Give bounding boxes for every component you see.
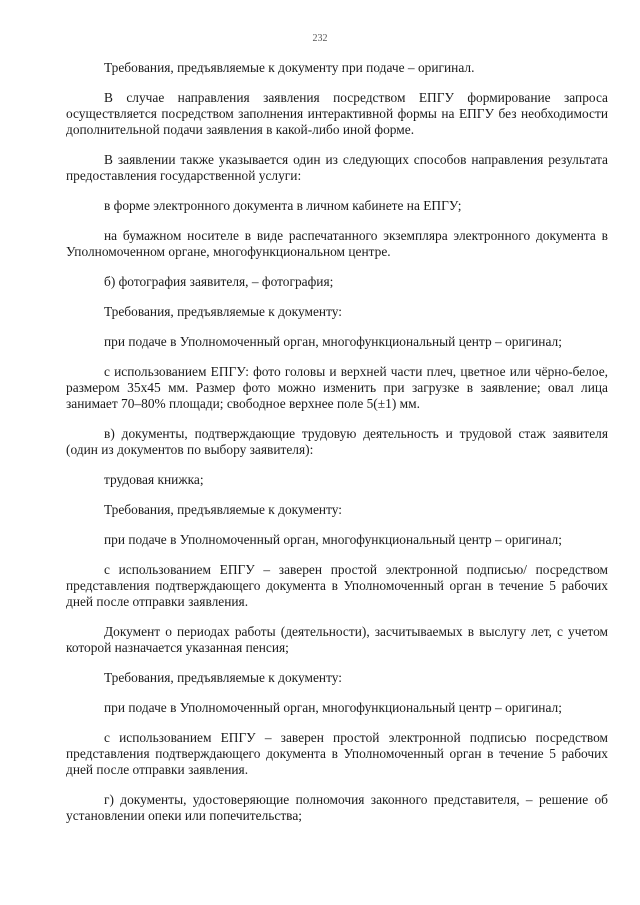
paragraph: В заявлении также указывается один из следующих способов направления результата предоставления государственной услуги:: [66, 152, 608, 183]
paragraph: Документ о периодах работы (деятельности), засчитываемых в выслугу лет, с учетом которой назначается указанная пенсия;: [66, 624, 608, 655]
paragraph: с использованием ЕПГУ: фото головы и верхней части плеч, цветное или чёрно-белое, размером 35x45 мм. Размер фото можно изменить при загрузке в заявление; овал лица занимает 70–80% площади; свободное верхнее поле 5(±1) мм.: [66, 364, 608, 411]
paragraph: Требования, предъявляемые к документу:: [104, 670, 343, 685]
paragraph: на бумажном носителе в виде распечатанного экземпляра электронного документа в Уполномоченном органе, многофункциональном центре.: [66, 228, 608, 259]
paragraph: в) документы, подтверждающие трудовую деятельность и трудовой стаж заявителя (один из документов по выбору заявителя):: [66, 426, 608, 457]
paragraph: при подаче в Уполномоченный орган, многофункциональный центр – оригинал;: [104, 334, 562, 349]
paragraph: с использованием ЕПГУ – заверен простой электронной подписью/ посредством представления подтверждающего документа в Уполномоченный орган в течение 5 рабочих дней после отправки заявления.: [66, 562, 608, 609]
page-number: 232: [312, 33, 328, 44]
paragraph: при подаче в Уполномоченный орган, многофункциональный центр – оригинал;: [104, 532, 562, 547]
paragraph: б) фотография заявителя, – фотография;: [104, 274, 334, 289]
paragraph: с использованием ЕПГУ – заверен простой электронной подписью посредством представления подтверждающего документа в Уполномоченный орган в течение 5 рабочих дней после отправки заявления.: [66, 730, 608, 777]
paragraph: Требования, предъявляемые к документу:: [104, 304, 343, 319]
paragraph: при подаче в Уполномоченный орган, многофункциональный центр – оригинал;: [104, 700, 562, 715]
paragraph: В случае направления заявления посредством ЕПГУ формирование запроса осуществляется посредством заполнения интерактивной формы на ЕПГУ без необходимости дополнительной подачи заявления в какой-либо иной форме.: [66, 90, 608, 137]
document-body: [66, 60, 608, 824]
paragraph: Требования, предъявляемые к документу:: [104, 502, 343, 517]
paragraph: в форме электронного документа в личном кабинете на ЕПГУ;: [104, 198, 462, 213]
paragraph: г) документы, удостоверяющие полномочия законного представителя, – решение об установлении опеки или попечительства;: [66, 792, 608, 823]
paragraph: Требования, предъявляемые к документу при подаче – оригинал.: [104, 60, 475, 75]
paragraph: трудовая книжка;: [104, 472, 204, 487]
